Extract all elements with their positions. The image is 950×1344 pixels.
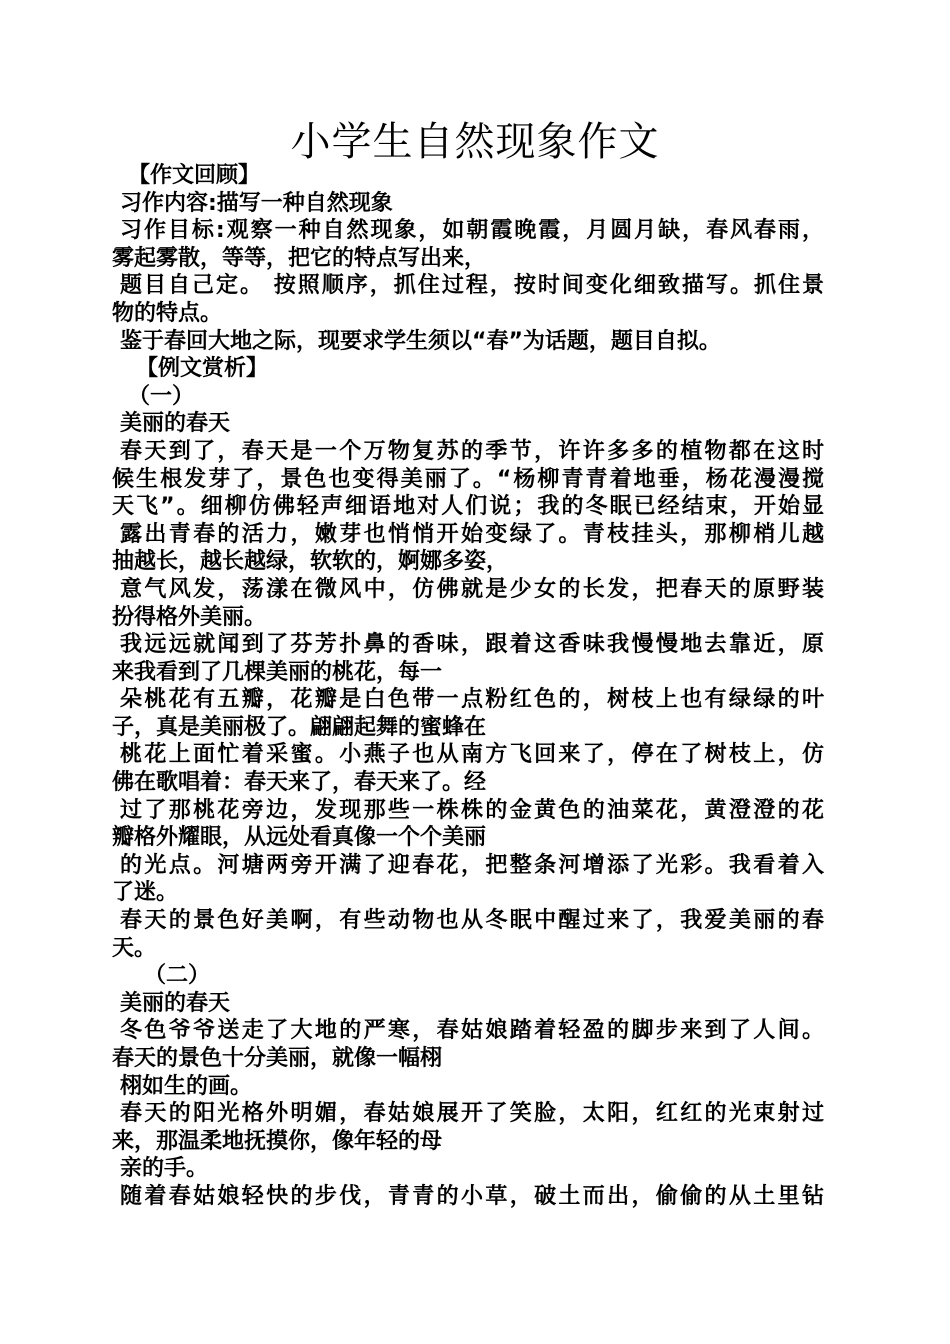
text-line: 习作内容:描写一种自然现象 (120, 190, 393, 216)
text-line: 意气风发，荡漾在微风中，仿佛就是少女的长发，把春天的原野装 (120, 576, 824, 602)
text-line: 我远远就闻到了芬芳扑鼻的香味，跟着这香味我慢慢地去靠近，原 (120, 632, 824, 658)
text-line: 冬色爷爷送走了大地的严寒，春姑娘踏着轻盈的脚步来到了人间。 (120, 1018, 824, 1044)
text-line: 随着春姑娘轻快的步伐，青青的小草，破土而出，偷偷的从土里钻 (120, 1183, 824, 1209)
text-line: 物的特点。 (112, 300, 223, 326)
text-line: 春天的阳光格外明媚，春姑娘展开了笑脸，太阳，红红的光束射过 (120, 1101, 824, 1127)
document-body (112, 162, 824, 1211)
text-line: （二） (144, 963, 211, 989)
text-line: 朵桃花有五瓣，花瓣是白色带一点粉红色的，树枝上也有绿绿的叶 (120, 687, 824, 713)
text-line: 雾起雾散，等等，把它的特点写出来， (112, 245, 487, 271)
text-line: 【作文回顾】 (128, 163, 261, 188)
text-line: 美丽的春天 (120, 411, 231, 437)
text-line: 春天的景色十分美丽，就像一幅栩 (112, 1046, 443, 1071)
text-line: 子，真是美丽极了。翩翩起舞的蜜蜂在 (112, 714, 487, 740)
text-line: 抽越长，越长越绿，软软的，婀娜多姿， (112, 549, 509, 575)
text-line: 栩如生的画。 (120, 1073, 253, 1099)
text-line: 鉴于春回大地之际，现要求学生须以“春”为话题，题目自拟。 (120, 328, 721, 354)
text-line: 来我看到了几棵美丽的桃花，每一 (112, 659, 443, 685)
text-line: 瓣格外耀眼，从远处看真像一个个美丽 (112, 825, 487, 851)
text-line: （一） (128, 383, 195, 409)
document-title: 小学生自然现象作文 (290, 119, 660, 165)
text-line: 露出青春的活力，嫩芽也悄悄开始变绿了。青枝挂头，那柳梢儿越 (120, 521, 824, 547)
text-line: 题目自己定。 按照顺序，抓住过程，按时间变化细致描写。抓住景 (120, 273, 824, 299)
text-line: 习作目标:观察一种自然现象，如朝霞晚霞，月圆月缺，春风春雨， (120, 218, 824, 244)
text-line: 扮得格外美丽。 (112, 604, 267, 630)
text-line: 【例文赏析】 (136, 356, 269, 382)
text-line: 佛在歌唱着：春天来了，春天来了。经 (112, 770, 487, 796)
text-line: 的光点。河塘两旁开满了迎春花，把整条河增添了光彩。我看着入 (120, 852, 824, 878)
text-line: 桃花上面忙着采蜜。小燕子也从南方飞回来了，停在了树枝上，仿 (120, 742, 824, 768)
text-line: 春天的景色好美啊，有些动物也从冬眠中醒过来了，我爱美丽的春 (120, 908, 824, 934)
text-line: 春天到了，春天是一个万物复苏的季节，许许多多的植物都在这时 (120, 438, 824, 464)
text-line: 过了那桃花旁边，发现那些一株株的金黄色的油菜花，黄澄澄的花 (120, 797, 824, 823)
text-line: 美丽的春天 (120, 990, 231, 1016)
text-line: 亲的手。 (120, 1156, 209, 1182)
text-line: 候生根发芽了，景色也变得美丽了。“杨柳青青着地垂，杨花漫漫搅 (112, 466, 824, 492)
text-line: 了迷。 (112, 880, 179, 906)
text-line: 天飞”。细柳仿佛轻声细语地对人们说；我的冬眠已经结束，开始显 (112, 494, 824, 520)
text-line: 天。 (112, 935, 157, 961)
text-line: 来，那温柔地抚摸你，像年轻的母 (112, 1128, 443, 1154)
